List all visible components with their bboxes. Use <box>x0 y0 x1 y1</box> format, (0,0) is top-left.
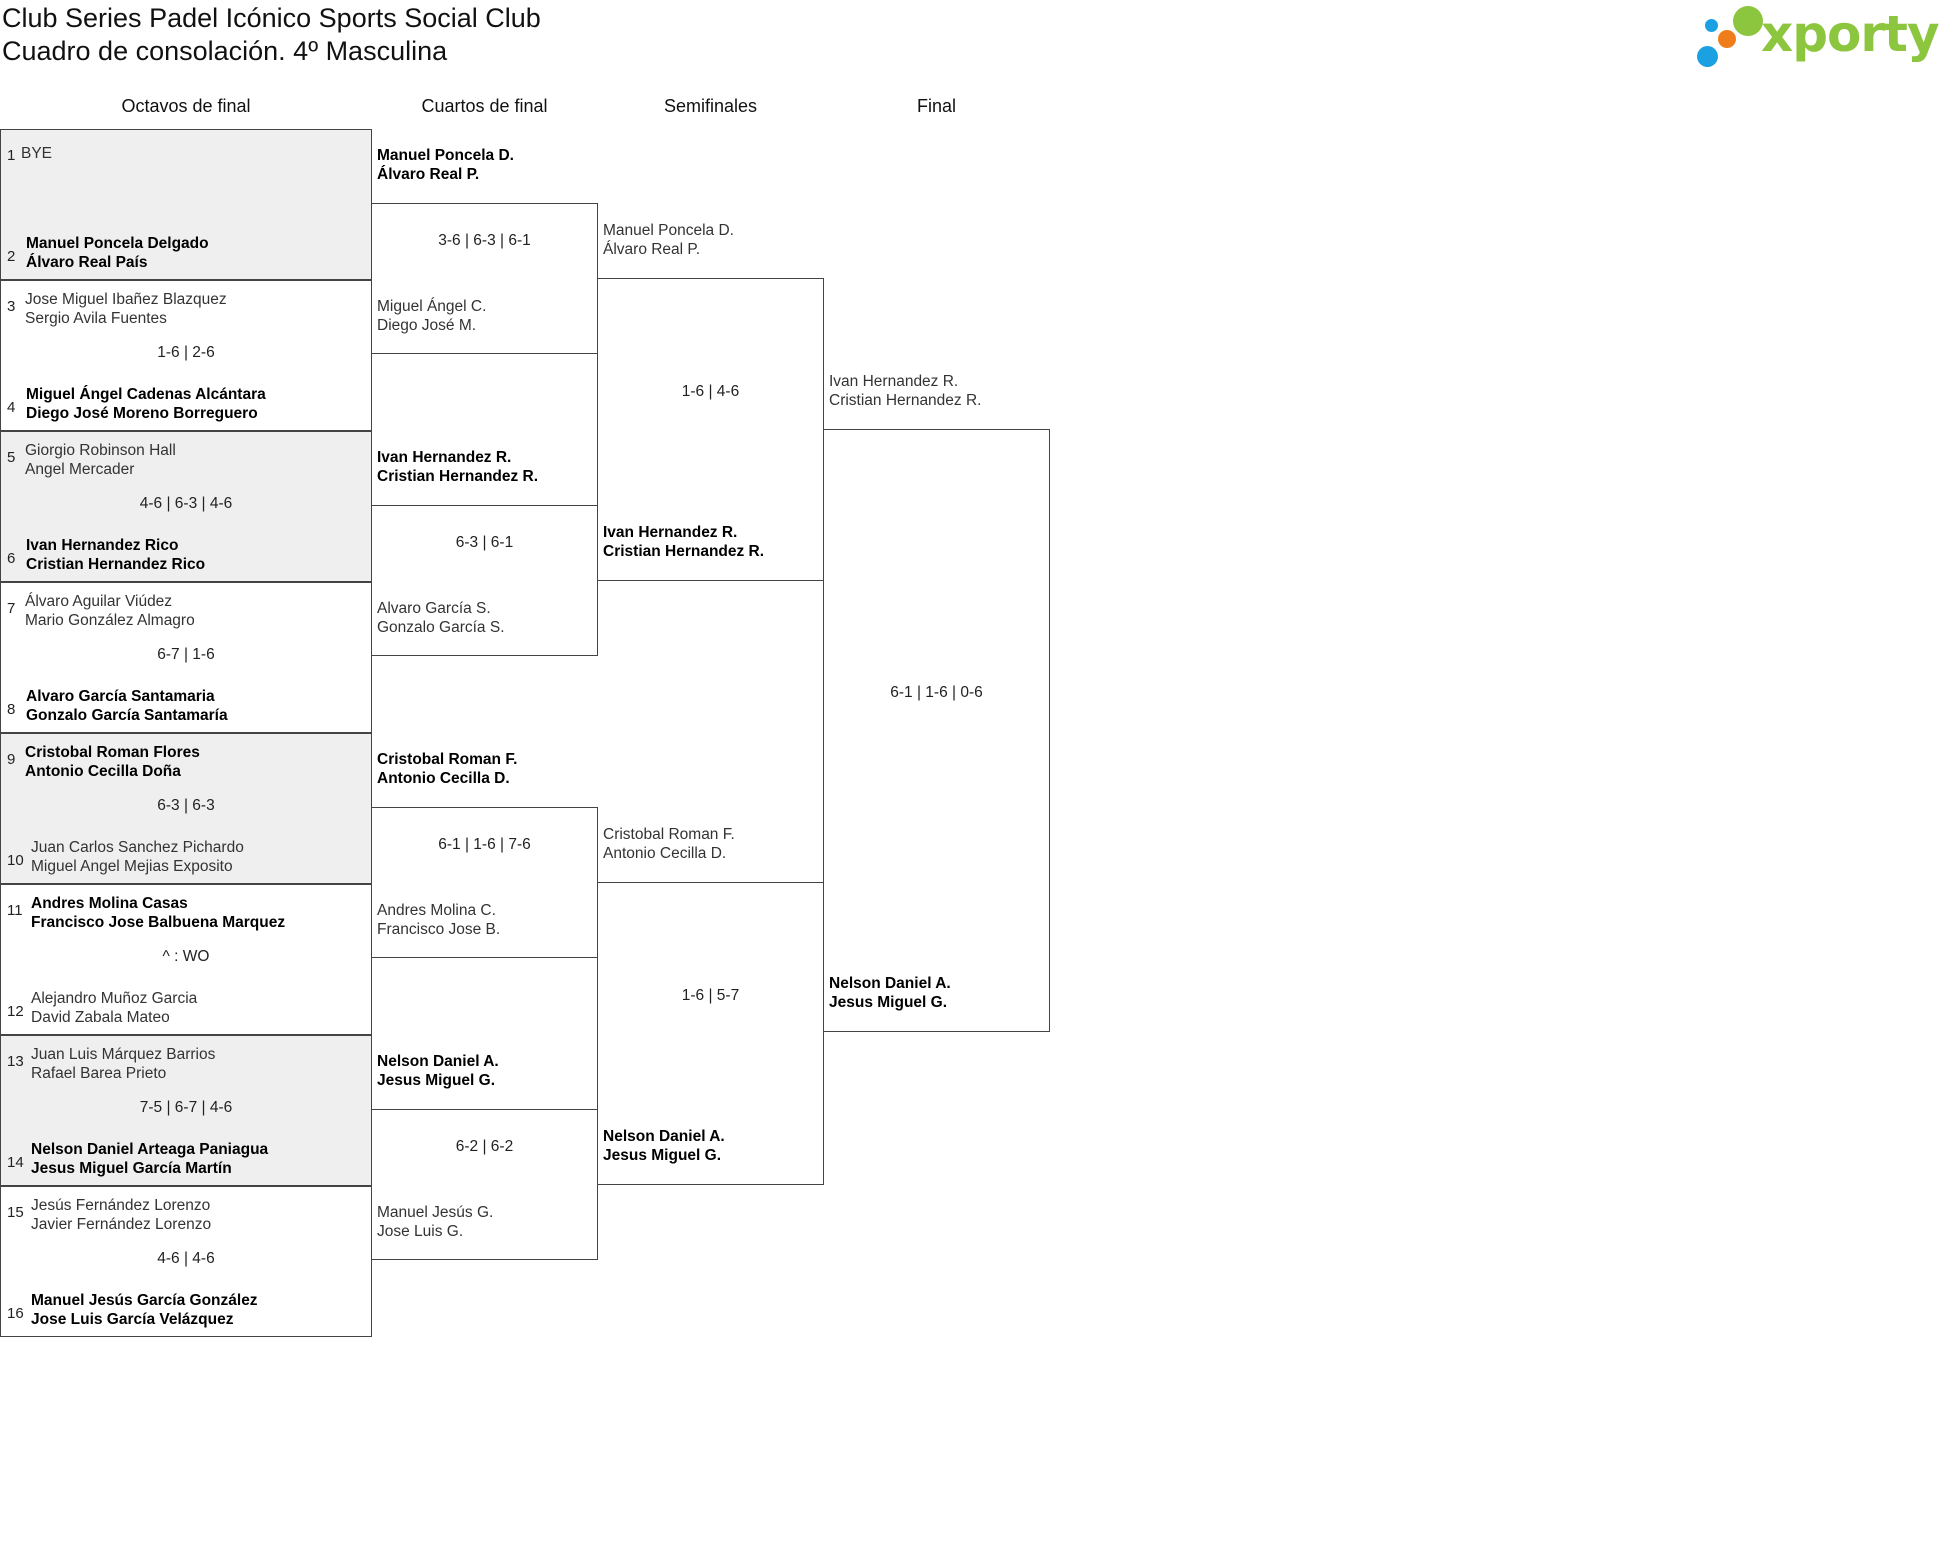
match-score: 6-7 | 1-6 <box>157 646 215 663</box>
match-score: 4-6 | 6-3 | 4-6 <box>139 495 233 512</box>
final-team-a-player: Ivan Hernandez R. <box>829 373 959 390</box>
team-b <box>31 838 244 876</box>
sf-team-a-player: Manuel Poncela D. <box>603 222 734 239</box>
sf-team-a-player: Antonio Cecilla D. <box>603 845 727 862</box>
match-box-round-of-16[interactable] <box>0 129 372 280</box>
seed-number: 7 <box>7 600 16 617</box>
qf-team-b <box>377 599 505 637</box>
final-team-a-player: Cristian Hernandez R. <box>829 392 982 409</box>
qf-team-a-player: Antonio Cecilla D. <box>377 770 510 787</box>
sf-team-a <box>603 825 735 863</box>
logo-dot-orange-icon <box>1718 30 1736 48</box>
qf-team-b <box>377 297 486 335</box>
seed-number: 9 <box>7 751 16 768</box>
sf-team-b-player: Cristian Hernandez R. <box>603 543 765 560</box>
team-b-player: Miguel Angel Mejias Exposito <box>31 858 233 875</box>
seed-number: 8 <box>7 701 16 718</box>
logo-wordmark: xporty <box>1761 5 1939 63</box>
qf-team-b-player: Francisco Jose B. <box>377 921 501 938</box>
seed-number: 3 <box>7 298 16 315</box>
team-b <box>26 536 205 574</box>
qf-team-b-player: Diego José M. <box>377 317 477 334</box>
sf-team-b <box>603 1127 725 1165</box>
qf-team-b-player: Gonzalo García S. <box>377 619 505 636</box>
team-b-player: David Zabala Mateo <box>31 1009 170 1026</box>
sf-team-b-player: Jesus Miguel G. <box>603 1147 722 1164</box>
team-a-player: Álvaro Aguilar Viúdez <box>25 593 173 610</box>
team-b <box>31 989 197 1027</box>
column-header-round-of-16: Octavos de final <box>121 96 251 116</box>
match-box-round-of-16[interactable] <box>0 884 372 1035</box>
match-score: 4-6 | 4-6 <box>157 1250 215 1267</box>
qf-team-a <box>377 750 517 788</box>
team-b <box>31 1291 258 1329</box>
match-score: 7-5 | 6-7 | 4-6 <box>139 1099 233 1116</box>
seed-number: 4 <box>7 399 16 416</box>
qf-team-b-player: Jose Luis G. <box>377 1223 464 1240</box>
seed-number: 13 <box>7 1053 24 1070</box>
qf-team-a-player: Jesus Miguel G. <box>377 1072 496 1089</box>
team-b-player: Nelson Daniel Arteaga Paniagua <box>31 1141 269 1158</box>
match-score: 6-1 | 1-6 | 0-6 <box>890 684 983 701</box>
team-a-player: Andres Molina Casas <box>31 895 188 912</box>
seed-number: 11 <box>7 902 23 919</box>
seed-number: 2 <box>7 248 16 265</box>
qf-team-a-player: Ivan Hernandez R. <box>377 449 512 466</box>
team-a <box>25 290 227 328</box>
page-title: Club Series Padel Icónico Sports Social Club <box>2 3 541 33</box>
team-a <box>25 592 195 630</box>
logo-dot-green-icon <box>1733 6 1763 36</box>
sf-team-a <box>603 221 734 259</box>
seed-number: 6 <box>7 550 16 567</box>
team-b-player: Manuel Jesús García González <box>31 1292 258 1309</box>
seed-number: 12 <box>7 1003 24 1020</box>
final-team-b <box>829 974 951 1012</box>
sf-team-b-player: Ivan Hernandez R. <box>603 524 738 541</box>
qf-team-a-player: Cristobal Roman F. <box>377 751 518 768</box>
team-b <box>31 1140 268 1178</box>
team-b-player: Cristian Hernandez Rico <box>26 556 206 573</box>
sf-team-b-player: Nelson Daniel A. <box>603 1128 725 1145</box>
match-score: ^ : WO <box>162 948 210 965</box>
qf-team-a-player: Nelson Daniel A. <box>377 1053 499 1070</box>
team-b-player: Alvaro García Santamaria <box>26 688 215 705</box>
team-a <box>21 144 52 163</box>
team-b-player: Jesus Miguel García Martín <box>31 1160 232 1177</box>
logo-dot-blue-small-icon <box>1705 19 1718 32</box>
sf-team-a-player: Álvaro Real P. <box>603 241 701 258</box>
match-box-round-of-16[interactable] <box>0 1035 372 1186</box>
qf-team-b-player: Alvaro García S. <box>377 600 491 617</box>
team-b-player: Manuel Poncela Delgado <box>26 235 209 252</box>
team-b-player: Álvaro Real País <box>26 254 148 271</box>
match-box-final[interactable] <box>823 429 1050 1032</box>
team-a-player: Giorgio Robinson Hall <box>25 442 176 459</box>
match-score: 1-6 | 4-6 <box>681 383 740 400</box>
qf-team-a-player: Manuel Poncela D. <box>377 147 514 164</box>
team-a-player: Antonio Cecilla Doña <box>25 763 181 780</box>
team-b-player: Diego José Moreno Borreguero <box>26 405 258 422</box>
match-box-round-of-16[interactable] <box>0 431 372 582</box>
match-box-round-of-16[interactable] <box>0 280 372 431</box>
qf-team-b-player: Manuel Jesús G. <box>377 1204 494 1221</box>
sf-team-b <box>603 523 764 561</box>
qf-team-a <box>377 146 514 184</box>
column-header-semifinals: Semifinales <box>663 96 758 116</box>
final-team-a <box>829 372 981 410</box>
team-a-player: Sergio Avila Fuentes <box>25 310 167 327</box>
seed-number: 14 <box>7 1154 24 1171</box>
team-a-player: Cristobal Roman Flores <box>25 744 200 761</box>
qf-team-a <box>377 448 538 486</box>
match-score: 6-3 | 6-1 <box>455 534 514 551</box>
team-b <box>26 385 266 423</box>
seed-number: 15 <box>7 1204 24 1221</box>
match-score: 1-6 | 5-7 <box>681 987 740 1004</box>
team-a-player: Francisco Jose Balbuena Marquez <box>31 914 286 931</box>
team-b-player: Juan Carlos Sanchez Pichardo <box>31 839 244 856</box>
match-box-round-of-16[interactable] <box>0 582 372 733</box>
team-a-player: Mario González Almagro <box>25 612 195 629</box>
xporty-logo[interactable] <box>1697 4 1939 68</box>
final-team-b-player: Jesus Miguel G. <box>829 994 948 1011</box>
match-score: 6-1 | 1-6 | 7-6 <box>438 836 531 853</box>
team-a-player: BYE <box>21 145 53 162</box>
qf-team-a-player: Álvaro Real P. <box>377 166 480 183</box>
seed-number: 5 <box>7 449 16 466</box>
seed-number: 10 <box>7 852 24 869</box>
team-a-player: Javier Fernández Lorenzo <box>31 1216 212 1233</box>
match-box-round-of-16[interactable] <box>0 733 372 884</box>
final-team-b-player: Nelson Daniel A. <box>829 975 951 992</box>
column-header-final: Final <box>916 96 956 116</box>
match-score: 6-3 | 6-3 <box>157 797 215 814</box>
team-a <box>31 894 285 932</box>
page-subtitle: Cuadro de consolación. 4º Masculina <box>2 36 448 66</box>
team-b-player: Gonzalo García Santamaría <box>26 707 228 724</box>
team-a <box>25 743 200 781</box>
team-b-player: Miguel Ángel Cadenas Alcántara <box>26 386 266 403</box>
qf-team-b-player: Miguel Ángel C. <box>377 298 487 315</box>
match-box-round-of-16[interactable] <box>0 1186 372 1337</box>
seed-number: 1 <box>7 147 16 164</box>
team-a <box>31 1196 211 1234</box>
team-a-player: Jose Miguel Ibañez Blazquez <box>25 291 227 308</box>
team-b-player: Ivan Hernandez Rico <box>26 537 179 554</box>
column-header-quarterfinals: Cuartos de final <box>421 96 548 116</box>
qf-team-a-player: Cristian Hernandez R. <box>377 468 539 485</box>
qf-team-b <box>377 1203 493 1241</box>
qf-team-b-player: Andres Molina C. <box>377 902 496 919</box>
team-b <box>26 234 209 272</box>
team-a-player: Jesús Fernández Lorenzo <box>31 1197 211 1214</box>
team-a <box>25 441 176 479</box>
match-score: 3-6 | 6-3 | 6-1 <box>438 232 531 249</box>
team-a <box>31 1045 215 1083</box>
team-a-player: Angel Mercader <box>25 461 135 478</box>
team-b-player: Alejandro Muñoz Garcia <box>31 990 198 1007</box>
qf-team-b <box>377 901 500 939</box>
qf-team-a <box>377 1052 499 1090</box>
team-b-player: Jose Luis García Velázquez <box>31 1311 234 1328</box>
seed-number: 16 <box>7 1305 24 1322</box>
match-score: 6-2 | 6-2 <box>455 1138 514 1155</box>
sf-team-a-player: Cristobal Roman F. <box>603 826 735 843</box>
logo-dot-blue-large-icon <box>1697 46 1718 67</box>
team-a-player: Juan Luis Márquez Barrios <box>31 1046 216 1063</box>
team-a-player: Rafael Barea Prieto <box>31 1065 167 1082</box>
match-score: 1-6 | 2-6 <box>157 344 215 361</box>
team-b <box>26 687 228 725</box>
